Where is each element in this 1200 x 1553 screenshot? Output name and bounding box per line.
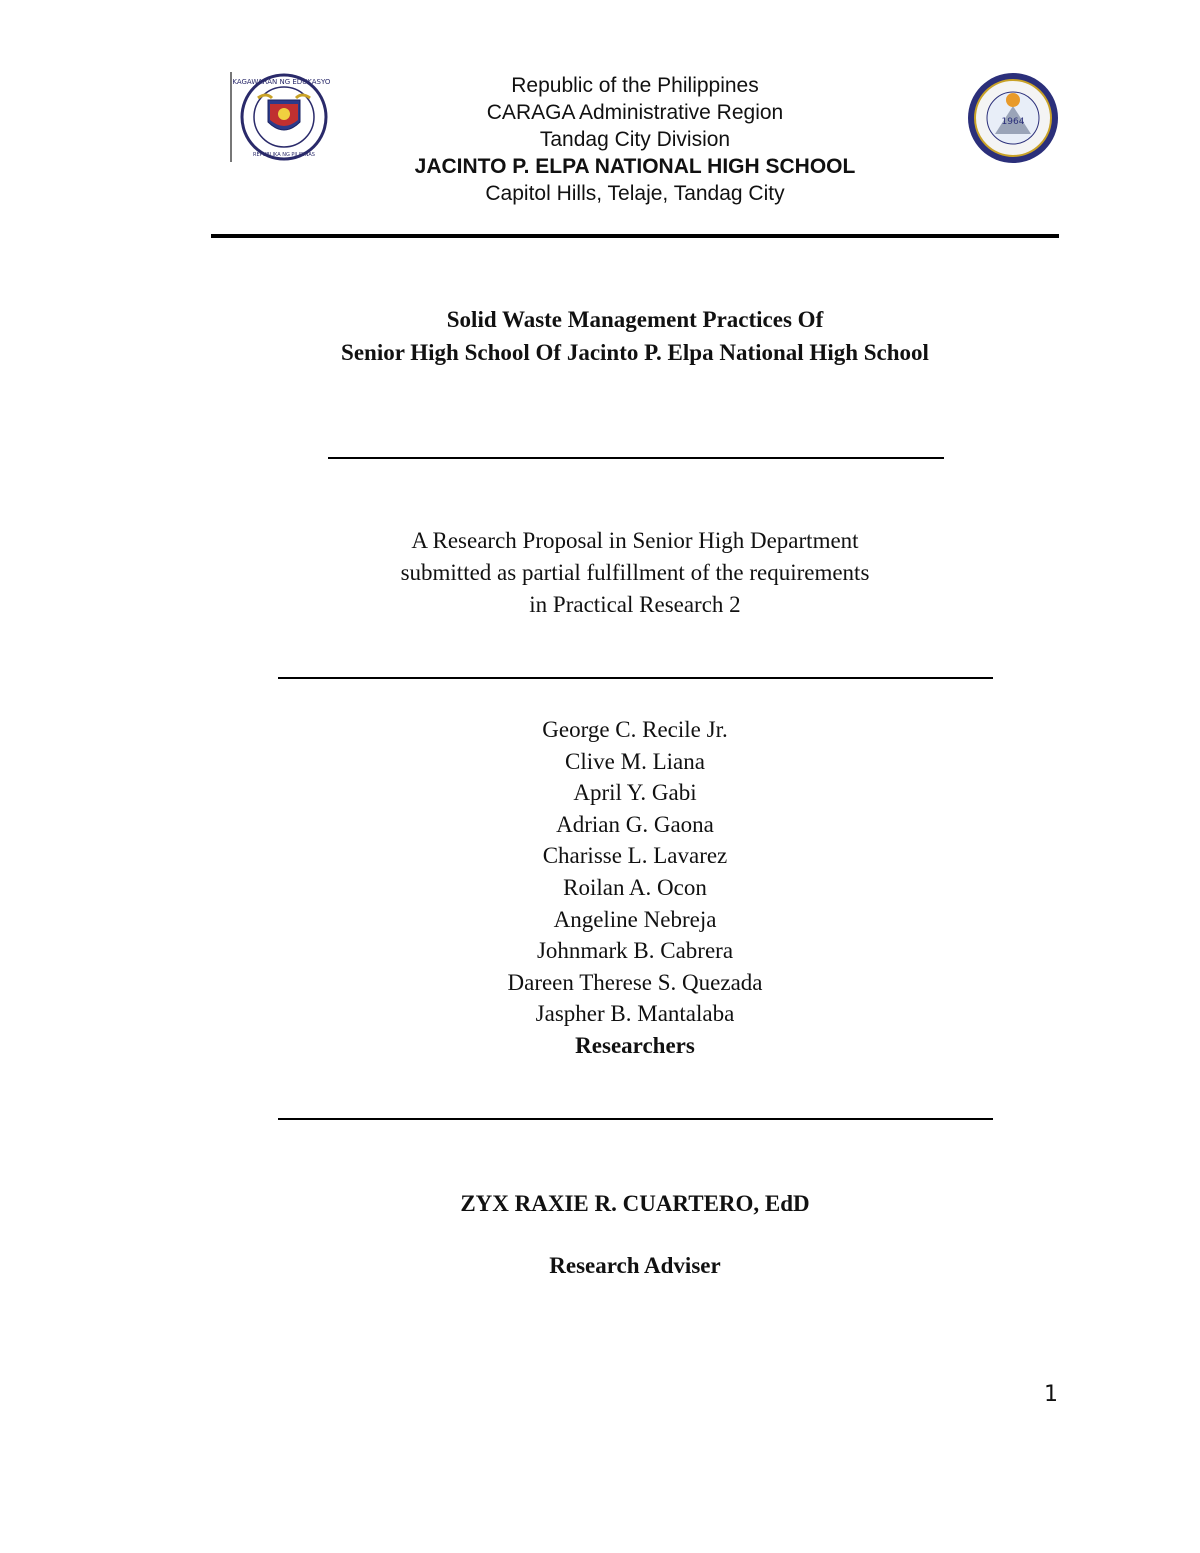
proposal-divider <box>278 677 993 679</box>
researchers-label: Researchers <box>575 1032 695 1058</box>
researcher-name: Charisse L. Lavarez <box>542 843 728 869</box>
header-school-name: JACINTO P. ELPA NATIONAL HIGH SCHOOL <box>414 155 856 178</box>
deped-seal-bottom-text: REPUBLIKA NG PILIPINAS <box>253 152 315 158</box>
title-line-2: Senior High School Of Jacinto P. Elpa National High School <box>341 340 929 365</box>
proposal-line-1: A Research Proposal in Senior High Department <box>411 528 859 553</box>
researcher-name: Dareen Therese S. Quezada <box>507 969 763 995</box>
title-divider <box>328 457 944 459</box>
adviser-label: Research Adviser <box>549 1253 721 1278</box>
researcher-name: Adrian G. Gaona <box>556 811 714 837</box>
researcher-name: Clive M. Liana <box>565 748 705 774</box>
researchers-divider <box>278 1118 993 1120</box>
proposal-line-3: in Practical Research 2 <box>529 592 741 617</box>
page-number: 1 <box>1044 1382 1058 1407</box>
researchers-list <box>0 714 1200 1062</box>
adviser-name: ZYX RAXIE R. CUARTERO, EdD <box>460 1191 810 1216</box>
school-seal-year: 1964 <box>1001 117 1025 127</box>
researcher-name: George C. Recile Jr. <box>542 717 728 742</box>
header-division: Tandag City Division <box>539 128 731 151</box>
title-line-1: Solid Waste Management Practices Of <box>446 307 824 332</box>
deped-seal-text: KAGAWARAN NG EDUKASYON <box>232 78 330 86</box>
researcher-name: Roilan A. Ocon <box>563 874 707 900</box>
researcher-name: Johnmark B. Cabrera <box>536 938 734 964</box>
header-region: CARAGA Administrative Region <box>486 101 784 124</box>
researcher-name: Jaspher B. Mantalaba <box>535 1001 735 1027</box>
header-address: Capitol Hills, Telaje, Tandag City <box>485 182 785 205</box>
header-country: Republic of the Philippines <box>511 74 759 97</box>
researcher-name: April Y. Gabi <box>573 780 697 806</box>
proposal-line-2: submitted as partial fulfillment of the requirements <box>400 560 870 585</box>
header-divider <box>211 234 1059 238</box>
researcher-name: Angeline Nebreja <box>553 906 717 932</box>
